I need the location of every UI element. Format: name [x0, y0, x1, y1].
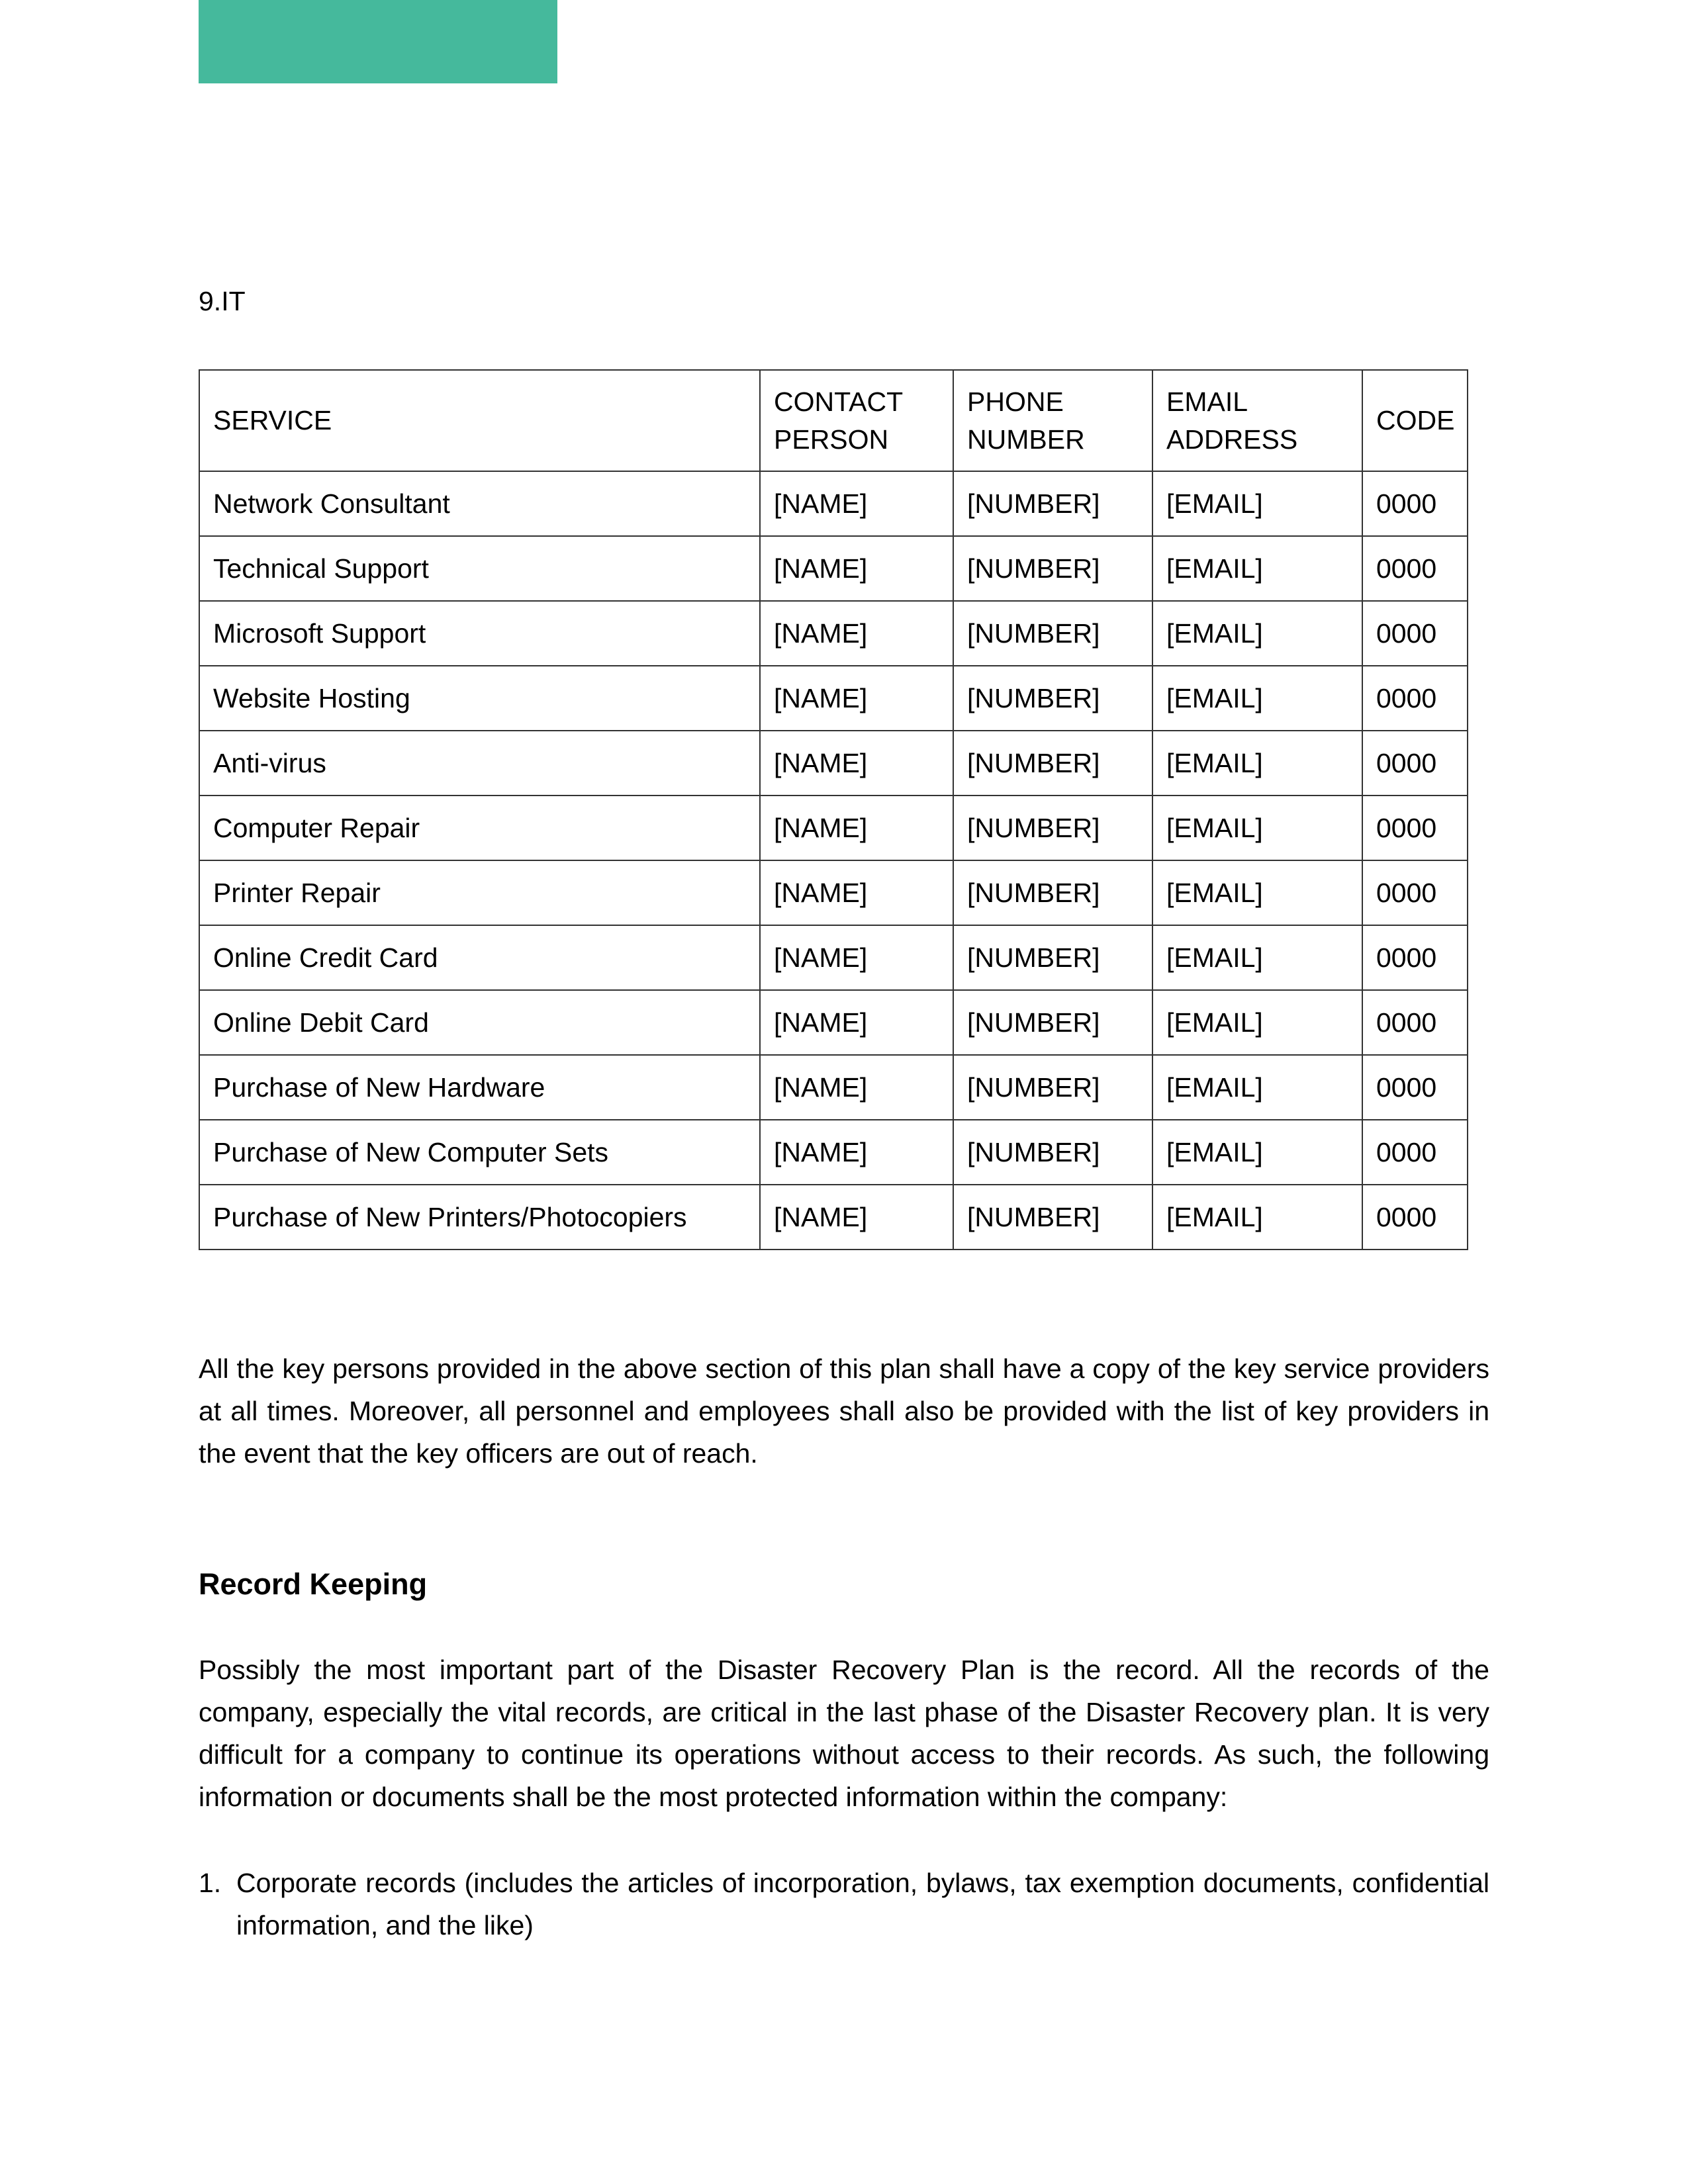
key-persons-paragraph: All the key persons provided in the above section of this plan shall have a copy of the key service providers at all times. Moreover, all personnel and employees shall also be provided with the list of key providers in the event that the key officers are out of reach.: [199, 1353, 1489, 1469]
table-body: [199, 471, 1468, 1250]
header-email-line1: EMAIL: [1166, 386, 1248, 417]
service-cell: Network Consultant: [199, 471, 760, 536]
table-row: [199, 1055, 1468, 1120]
list-item-text: Corporate records (includes the articles of incorporation, bylaws, tax exemption documents, confidential information, and the like): [236, 1868, 1489, 1940]
table-row: [199, 1185, 1468, 1250]
service-cell: Purchase of New Hardware: [199, 1055, 760, 1120]
table-row: [199, 860, 1468, 925]
section-heading: 9.IT: [199, 286, 246, 316]
header-email: [1152, 370, 1362, 471]
email-cell: [EMAIL]: [1152, 796, 1362, 860]
service-cell: Online Debit Card: [199, 990, 760, 1055]
header-phone: [953, 370, 1152, 471]
table-row: [199, 990, 1468, 1055]
contact-cell: [NAME]: [760, 990, 953, 1055]
table-row: [199, 536, 1468, 601]
contact-cell: [NAME]: [760, 860, 953, 925]
contact-cell: [NAME]: [760, 796, 953, 860]
email-cell: [EMAIL]: [1152, 666, 1362, 731]
code-cell: 0000: [1362, 1185, 1468, 1250]
service-cell: Microsoft Support: [199, 601, 760, 666]
email-cell: [EMAIL]: [1152, 990, 1362, 1055]
header-accent-bar: [199, 0, 557, 83]
code-cell: 0000: [1362, 731, 1468, 796]
phone-cell: [NUMBER]: [953, 990, 1152, 1055]
email-cell: [EMAIL]: [1152, 731, 1362, 796]
service-cell: Purchase of New Printers/Photocopiers: [199, 1185, 760, 1250]
code-cell: 0000: [1362, 796, 1468, 860]
service-cell: Website Hosting: [199, 666, 760, 731]
email-cell: [EMAIL]: [1152, 471, 1362, 536]
phone-cell: [NUMBER]: [953, 536, 1152, 601]
phone-cell: [NUMBER]: [953, 796, 1152, 860]
phone-cell: [NUMBER]: [953, 1120, 1152, 1185]
email-cell: [EMAIL]: [1152, 925, 1362, 990]
code-cell: 0000: [1362, 536, 1468, 601]
phone-cell: [NUMBER]: [953, 601, 1152, 666]
email-cell: [EMAIL]: [1152, 1185, 1362, 1250]
header-contact-line1: CONTACT: [774, 386, 904, 417]
table-header-row: [199, 370, 1468, 471]
table-row: [199, 731, 1468, 796]
header-code-line1: CODE: [1376, 405, 1455, 435]
code-cell: 0000: [1362, 601, 1468, 666]
phone-cell: [NUMBER]: [953, 471, 1152, 536]
email-cell: [EMAIL]: [1152, 860, 1362, 925]
code-cell: 0000: [1362, 1120, 1468, 1185]
code-cell: 0000: [1362, 860, 1468, 925]
code-cell: 0000: [1362, 666, 1468, 731]
email-cell: [EMAIL]: [1152, 1055, 1362, 1120]
code-cell: 0000: [1362, 1055, 1468, 1120]
table-row: [199, 796, 1468, 860]
header-phone-line1: PHONE: [967, 386, 1064, 417]
contact-cell: [NAME]: [760, 1120, 953, 1185]
record-types-list: [199, 1862, 1489, 1946]
table-row: [199, 601, 1468, 666]
phone-cell: [NUMBER]: [953, 1185, 1152, 1250]
phone-cell: [NUMBER]: [953, 925, 1152, 990]
phone-cell: [NUMBER]: [953, 860, 1152, 925]
header-contact: [760, 370, 953, 471]
header-service-line1: SERVICE: [213, 405, 332, 435]
code-cell: 0000: [1362, 990, 1468, 1055]
service-cell: Printer Repair: [199, 860, 760, 925]
table-row: [199, 666, 1468, 731]
code-cell: 0000: [1362, 925, 1468, 990]
contact-cell: [NAME]: [760, 536, 953, 601]
email-cell: [EMAIL]: [1152, 536, 1362, 601]
contact-cell: [NAME]: [760, 666, 953, 731]
header-contact-line2: PERSON: [774, 424, 889, 455]
email-cell: [EMAIL]: [1152, 601, 1362, 666]
contact-cell: [NAME]: [760, 1185, 953, 1250]
service-providers-table: [199, 369, 1468, 1250]
record-keeping-heading: Record Keeping: [199, 1567, 428, 1601]
contact-cell: [NAME]: [760, 925, 953, 990]
service-cell: Purchase of New Computer Sets: [199, 1120, 760, 1185]
contact-cell: [NAME]: [760, 601, 953, 666]
header-code: [1362, 370, 1468, 471]
header-email-line2: ADDRESS: [1166, 424, 1298, 455]
table-row: [199, 471, 1468, 536]
code-cell: 0000: [1362, 471, 1468, 536]
header-service: [199, 370, 760, 471]
contact-cell: [NAME]: [760, 471, 953, 536]
service-cell: Technical Support: [199, 536, 760, 601]
record-keeping-paragraph: Possibly the most important part of the Disaster Recovery Plan is the record. All the records of the company, especially the vital records, are critical in the last phase of the Disaster Recovery plan. It is very difficult for a company to continue its operations without access to their records. As such, the following information or documents shall be the most protected information within the company:: [199, 1655, 1489, 1812]
service-cell: Anti-virus: [199, 731, 760, 796]
phone-cell: [NUMBER]: [953, 1055, 1152, 1120]
table-row: [199, 1120, 1468, 1185]
phone-cell: [NUMBER]: [953, 666, 1152, 731]
contact-cell: [NAME]: [760, 1055, 953, 1120]
header-phone-line2: NUMBER: [967, 424, 1085, 455]
email-cell: [EMAIL]: [1152, 1120, 1362, 1185]
table-row: [199, 925, 1468, 990]
service-cell: Online Credit Card: [199, 925, 760, 990]
list-item-number: 1.: [199, 1868, 222, 1898]
list-item: [199, 1862, 1489, 1946]
contact-cell: [NAME]: [760, 731, 953, 796]
service-cell: Computer Repair: [199, 796, 760, 860]
phone-cell: [NUMBER]: [953, 731, 1152, 796]
